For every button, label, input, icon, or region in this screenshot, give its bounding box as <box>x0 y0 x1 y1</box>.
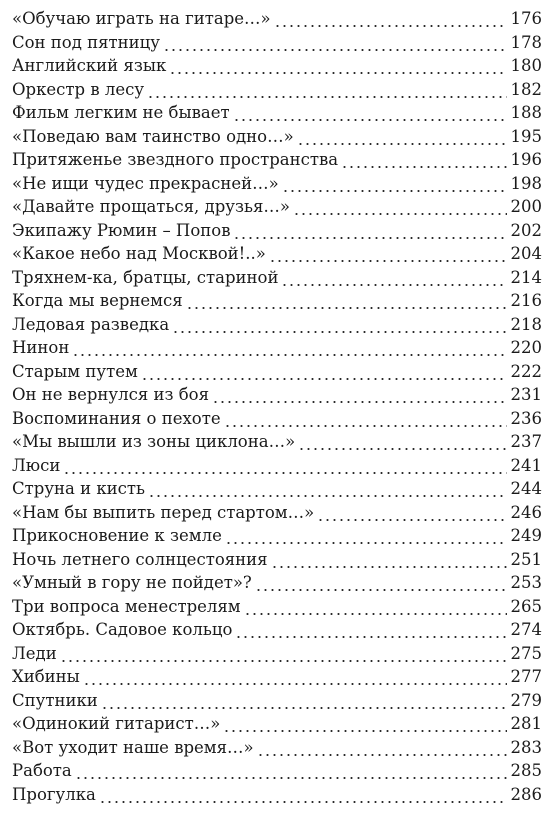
dot-leader <box>99 783 507 807</box>
toc-entry-title: «Вот уходит наше время…» <box>12 737 254 757</box>
dot-leader <box>60 642 507 666</box>
toc-entry-title: «Давайте прощаться, друзья…» <box>12 197 290 216</box>
toc-entry-title: Спутники <box>12 690 98 710</box>
toc-entry-page-number: 182 <box>510 79 542 99</box>
toc-entry-page-number: 195 <box>510 126 542 146</box>
dot-leader <box>72 336 506 360</box>
toc-entry-page-number: 275 <box>510 643 542 663</box>
toc-entry-title: «Поведаю вам таинство одно…» <box>12 126 294 146</box>
toc-entry-title: Прогулка <box>12 784 96 804</box>
dot-leader <box>255 571 507 595</box>
toc-entry-page-number: 274 <box>510 620 542 639</box>
dot-leader <box>235 618 506 642</box>
toc-entry <box>12 266 542 290</box>
dot-leader <box>83 665 507 689</box>
dot-leader <box>172 313 506 337</box>
toc-entry-page-number: 246 <box>510 502 542 522</box>
toc-entry <box>12 618 542 642</box>
dot-leader <box>224 407 507 431</box>
toc-entry-title: Хибины <box>12 667 80 686</box>
toc-entry-page-number: 237 <box>510 432 542 451</box>
toc-entry-title: Фильм легким не бывает <box>12 103 230 122</box>
toc-entry-title: Экипажу Рюмин – Попов <box>12 220 231 240</box>
toc-entry-title: Воспоминания о пехоте <box>12 408 221 428</box>
toc-entry-title: Когда мы вернемся <box>12 291 183 310</box>
toc-entry-title: «Не ищи чудес прекрасней…» <box>12 173 279 193</box>
toc-entry <box>12 289 542 313</box>
toc-entry <box>12 642 542 666</box>
toc-entry-page-number: 253 <box>510 573 542 592</box>
dot-leader <box>257 736 507 760</box>
toc-entry <box>12 195 542 219</box>
toc-entry-title: Прикосновение к земле <box>12 526 222 545</box>
dot-leader <box>148 477 506 501</box>
toc-entry-title: Оркестр в лесу <box>12 79 145 99</box>
dot-leader <box>281 266 506 290</box>
toc-entry-page-number: 249 <box>510 526 542 545</box>
toc-entry <box>12 736 542 760</box>
toc-entry <box>12 313 542 337</box>
dot-leader <box>141 360 507 384</box>
toc-entry-page-number: 202 <box>510 220 542 240</box>
toc-entry <box>12 242 542 266</box>
toc-entry <box>12 689 542 713</box>
toc-entry <box>12 31 542 55</box>
toc-entry <box>12 524 542 548</box>
dot-leader <box>225 524 507 548</box>
toc-entry-title: Струна и кисть <box>12 479 146 498</box>
dot-leader <box>269 242 507 266</box>
dot-leader <box>298 430 506 454</box>
toc-entry-title: Три вопроса менестрелям <box>12 596 241 616</box>
toc-entry-title: Октябрь. Садовое кольцо <box>12 620 233 639</box>
toc-entry-page-number: 220 <box>510 338 542 357</box>
toc-entry <box>12 336 542 360</box>
toc-entry-page-number: 214 <box>510 267 542 287</box>
dot-leader <box>297 125 507 149</box>
toc-entry-title: Ледовая разведка <box>12 314 170 334</box>
toc-entry-title: Леди <box>12 643 57 663</box>
toc-entry-title: «Обучаю играть на гитаре…» <box>12 9 271 28</box>
toc-entry-page-number: 241 <box>510 455 542 475</box>
toc-entry <box>12 501 542 525</box>
toc-entry <box>12 125 542 149</box>
toc-entry-title: «Умный в гору не пойдет»? <box>12 573 252 592</box>
toc-entry-page-number: 236 <box>510 408 542 428</box>
toc-entry <box>12 78 542 102</box>
dot-leader <box>63 454 506 478</box>
toc-entry-page-number: 265 <box>510 596 542 616</box>
toc-entry-page-number: 279 <box>510 690 542 710</box>
toc-entry-title: Работа <box>12 761 72 780</box>
dot-leader <box>271 548 507 572</box>
toc-entry <box>12 172 542 196</box>
toc-entry <box>12 101 542 125</box>
toc-entry-page-number: 198 <box>510 173 542 193</box>
toc-entry <box>12 759 542 783</box>
toc-entry-title: Ночь летнего солнцестояния <box>12 549 268 569</box>
toc-entry-page-number: 283 <box>510 737 542 757</box>
toc-entry <box>12 571 542 595</box>
toc-entry-title: Он не вернулся из боя <box>12 385 209 404</box>
dot-leader <box>163 31 507 55</box>
toc-entry-title: Сон под пятницу <box>12 32 160 52</box>
toc-entry <box>12 407 542 431</box>
dot-leader <box>212 383 507 407</box>
toc-entry-title: «Какое небо над Москвой!..» <box>12 244 266 263</box>
toc-entry-page-number: 286 <box>510 784 542 804</box>
toc-entry <box>12 148 542 172</box>
toc-entry-page-number: 285 <box>510 761 542 780</box>
toc-entry-title: «Мы вышли из зоны циклона…» <box>12 432 296 451</box>
toc-entry <box>12 477 542 501</box>
toc-entry <box>12 454 542 478</box>
toc-entry-title: Притяженье звездного пространства <box>12 150 339 169</box>
toc-entry-title: «Нам бы выпить перед стартом…» <box>12 502 315 522</box>
toc-entry-title: Старым путем <box>12 361 138 381</box>
toc-entry-page-number: 178 <box>510 32 542 52</box>
toc-entry-page-number: 251 <box>510 549 542 569</box>
dot-leader <box>101 689 507 713</box>
dot-leader <box>293 195 507 219</box>
dot-leader <box>75 759 507 783</box>
dot-leader <box>147 78 506 102</box>
toc-list <box>12 7 542 806</box>
toc-entry-page-number: 231 <box>510 385 542 404</box>
toc-entry <box>12 54 542 78</box>
toc-entry-page-number: 176 <box>510 9 542 28</box>
toc-entry-title: Тряхнем-ка, братцы, стариной <box>12 267 279 287</box>
toc-entry <box>12 712 542 736</box>
toc-entry-title: Люси <box>12 455 61 475</box>
dot-leader <box>244 595 507 619</box>
toc-entry-page-number: 204 <box>510 244 542 263</box>
dot-leader <box>169 54 506 78</box>
dot-leader <box>317 501 506 525</box>
toc-entry <box>12 548 542 572</box>
toc-entry <box>12 383 542 407</box>
toc-entry-page-number: 196 <box>510 150 542 169</box>
toc-entry-page-number: 281 <box>510 714 542 733</box>
toc-entry-page-number: 244 <box>510 479 542 498</box>
toc-entry-page-number: 180 <box>510 56 542 75</box>
toc-entry-title: Английский язык <box>12 56 167 75</box>
dot-leader <box>223 712 506 736</box>
toc-entry-title: Нинон <box>12 338 70 357</box>
dot-leader <box>233 101 507 125</box>
toc-entry <box>12 595 542 619</box>
toc-entry-page-number: 216 <box>510 291 542 310</box>
toc-entry <box>12 783 542 807</box>
toc-entry-page-number: 222 <box>510 361 542 381</box>
toc-entry-title: «Одинокий гитарист…» <box>12 714 221 733</box>
toc-entry <box>12 219 542 243</box>
dot-leader <box>233 219 506 243</box>
dot-leader <box>282 172 507 196</box>
dot-leader <box>186 289 507 313</box>
toc-entry <box>12 360 542 384</box>
dot-leader <box>274 7 507 31</box>
toc-entry <box>12 665 542 689</box>
toc-entry-page-number: 277 <box>510 667 542 686</box>
toc-entry-page-number: 218 <box>510 314 542 334</box>
toc-entry <box>12 430 542 454</box>
toc-entry-page-number: 200 <box>510 197 542 216</box>
toc-entry <box>12 7 542 31</box>
dot-leader <box>341 148 506 172</box>
toc-entry-page-number: 188 <box>510 103 542 122</box>
table-of-contents-page <box>12 7 542 806</box>
